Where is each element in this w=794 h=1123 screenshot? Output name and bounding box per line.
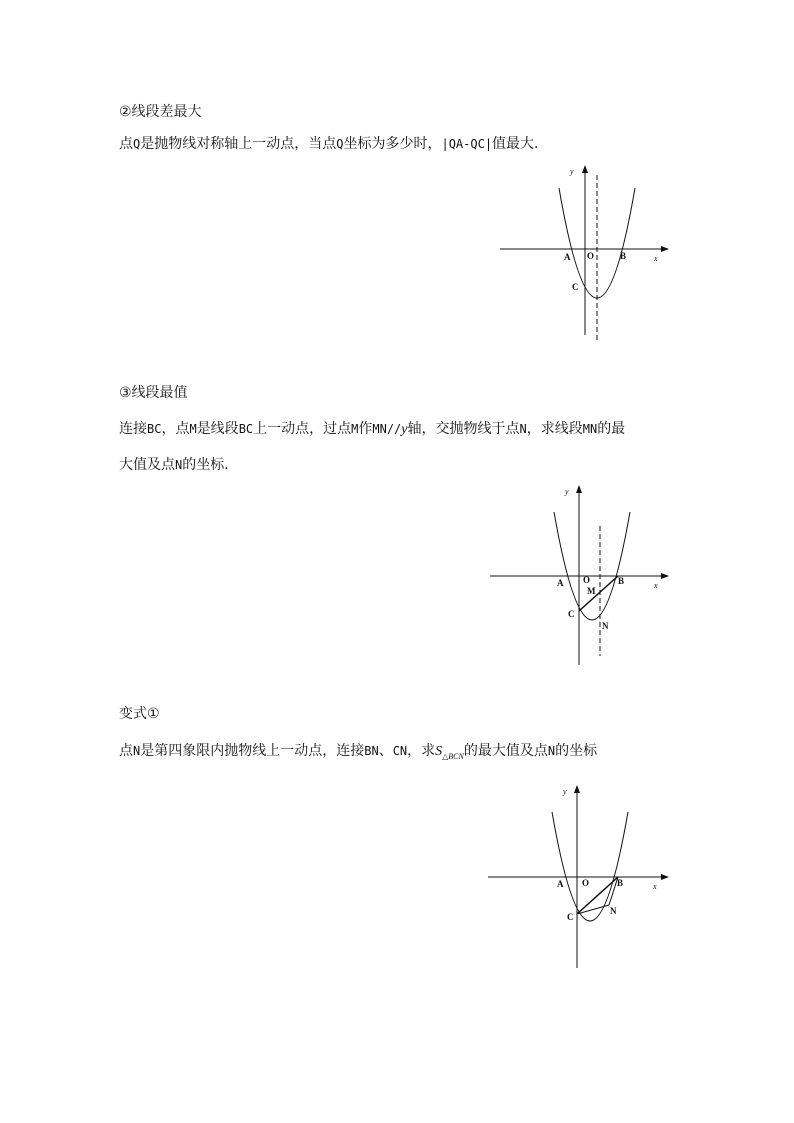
figure-3-label-A: A: [557, 879, 564, 889]
figure-1-label-A: A: [564, 252, 571, 262]
figure-2-x-label: x: [654, 581, 658, 590]
figure-3-label-B: B: [617, 878, 624, 888]
figure-2-parabola-diagram: [490, 486, 668, 665]
figure-1-label-C: C: [572, 282, 579, 292]
figure-2-label-C: C: [568, 609, 575, 619]
figure-2-parabola: [554, 512, 630, 620]
figure-2-label-B: B: [618, 576, 625, 586]
section-3-question-line2: 大值及点N的坐标.: [119, 457, 229, 473]
section-3-heading: ③线段最值: [119, 385, 188, 401]
figure-3-label-O: O: [582, 878, 590, 888]
figure-2-y-label: y: [565, 487, 569, 496]
figure-1-x-label: x: [654, 254, 658, 263]
figure-2-label-N: N: [602, 621, 609, 631]
figure-3-label-N: N: [610, 906, 617, 916]
section-2-heading: ②线段差最大: [119, 104, 202, 120]
figure-2-label-O: O: [583, 575, 591, 585]
figure-1-label-O: O: [587, 251, 595, 261]
figure-2-label-M: M: [587, 586, 596, 596]
figure-3-x-label: x: [653, 882, 657, 891]
figure-1-y-label: y: [570, 167, 574, 176]
section-3-question-line1: 连接BC，点M是线段BC上一动点，过点M作MN//y轴，交抛物线于点N，求线段MN的最: [119, 421, 626, 437]
variant-1-heading: 变式①: [119, 706, 160, 722]
section-2-question: 点Q是抛物线对称轴上一动点，当点Q坐标为多少时，|QA-QC|值最大.: [119, 136, 539, 152]
figure-1-parabola-diagram: [500, 166, 668, 342]
figure-2-label-A: A: [557, 578, 564, 588]
figure-3-parabola: [552, 812, 628, 921]
figure-1-label-B: B: [620, 251, 627, 261]
figure-3-y-label: y: [563, 787, 567, 796]
variant-1-question: 点N是第四象限内抛物线上一动点，连接BN、CN，求$S_{\triangle BCN}$的最大值及点N的坐标: [119, 743, 598, 761]
figure-3-label-C: C: [567, 912, 574, 922]
figure-3-parabola-diagram: [488, 786, 668, 968]
